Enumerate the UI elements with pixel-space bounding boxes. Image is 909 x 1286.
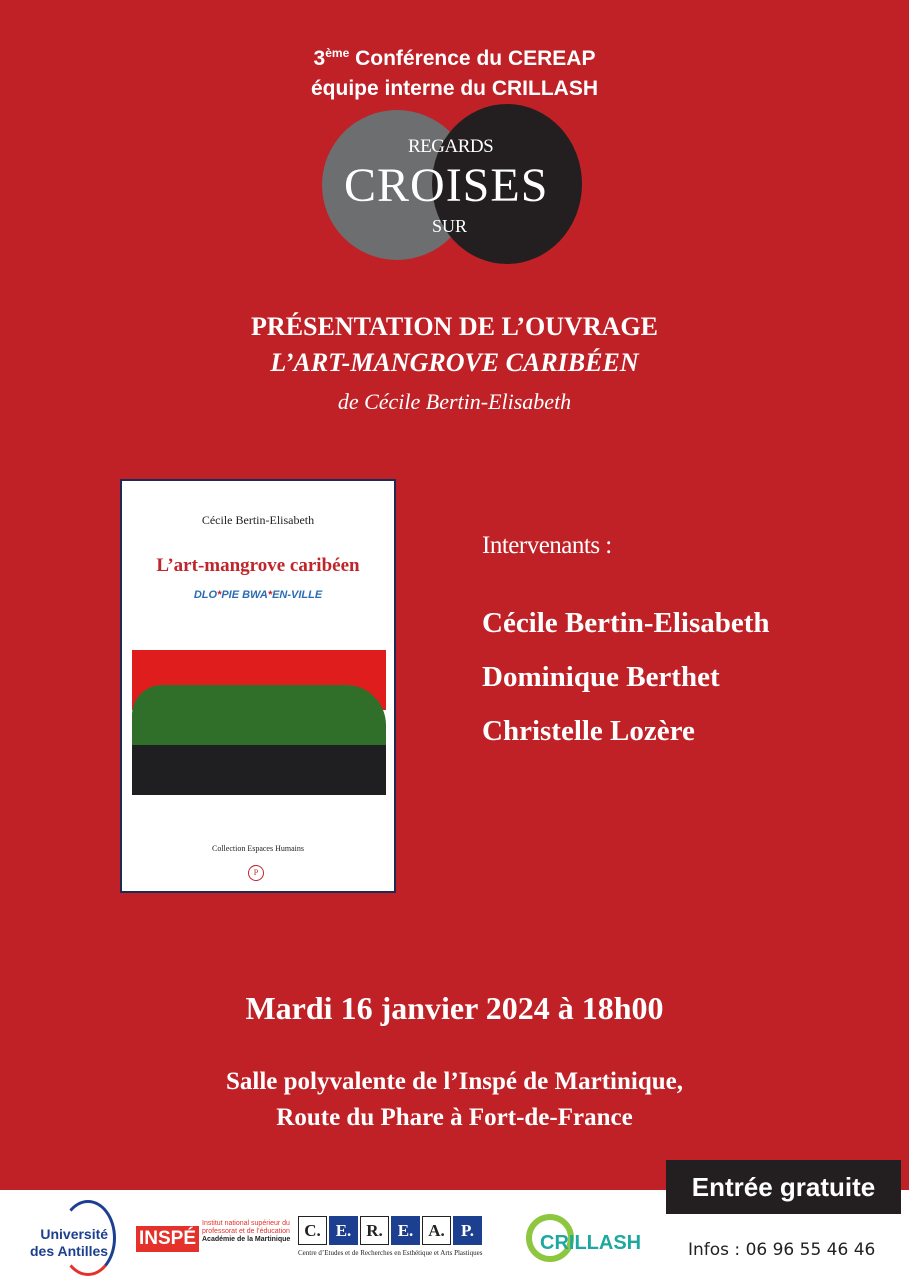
crillash-logo: CRILLASH <box>522 1204 662 1274</box>
speakers-block <box>482 532 770 758</box>
event-date: Mardi 16 janvier 2024 à 18h00 <box>245 990 664 1026</box>
book-author: de Cécile Bertin-Elisabeth <box>337 389 572 414</box>
conference-header <box>0 38 909 104</box>
book-title: L’ART-MANGROVE CARIBÉEN <box>270 348 639 377</box>
cereap-logo: C. E. R. E. A. P. Centre d’Etudes et de Recherches en Esthétique et Arts Plastiques <box>298 1216 498 1262</box>
book-cover-image <box>120 479 396 893</box>
cover-subtitle: DLO*PIE BWA*EN-VILLE <box>193 589 323 601</box>
cover-collection: Collection Espaces Humains <box>212 844 304 853</box>
logo-croises-text: CROISES <box>344 159 549 212</box>
inspe-logo: INSPÉ Institut national supérieur du professorat et de l’éducation Académie de la Martinique <box>136 1220 298 1260</box>
regards-croises-logo <box>322 104 584 264</box>
cover-author: Cécile Bertin-Elisabeth <box>201 513 315 527</box>
publisher-logo: P <box>248 865 264 881</box>
speaker-name: Cécile Bertin-Elisabeth <box>482 607 770 639</box>
conference-line-1: 3ème Conférence du CEREAP <box>313 46 596 70</box>
speaker-name: Dominique Berthet <box>482 661 720 693</box>
logo-regards-text: REGARDS <box>408 136 494 157</box>
place-line-1: Salle polyvalente de l’Inspé de Martinique, <box>226 1068 683 1095</box>
event-place <box>0 1064 909 1136</box>
presentation-heading: PRÉSENTATION DE L’OUVRAGE <box>251 312 658 341</box>
free-entry-badge: Entrée gratuite <box>666 1160 901 1214</box>
universite-antilles-logo: Université des Antilles <box>0 1198 120 1278</box>
cover-mangrove-photo <box>132 650 386 795</box>
speakers-label: Intervenants : <box>482 532 612 559</box>
logo-sur-text: SUR <box>432 216 468 236</box>
conference-line-2: équipe interne du CRILLASH <box>310 77 598 100</box>
contact-info: Infos : 06 96 55 46 46 <box>688 1240 876 1260</box>
place-line-2: Route du Phare à Fort-de-France <box>276 1104 633 1131</box>
cover-title: L’art-mangrove caribéen <box>156 555 360 576</box>
speaker-name: Christelle Lozère <box>482 715 695 747</box>
presentation-titles <box>0 312 909 420</box>
